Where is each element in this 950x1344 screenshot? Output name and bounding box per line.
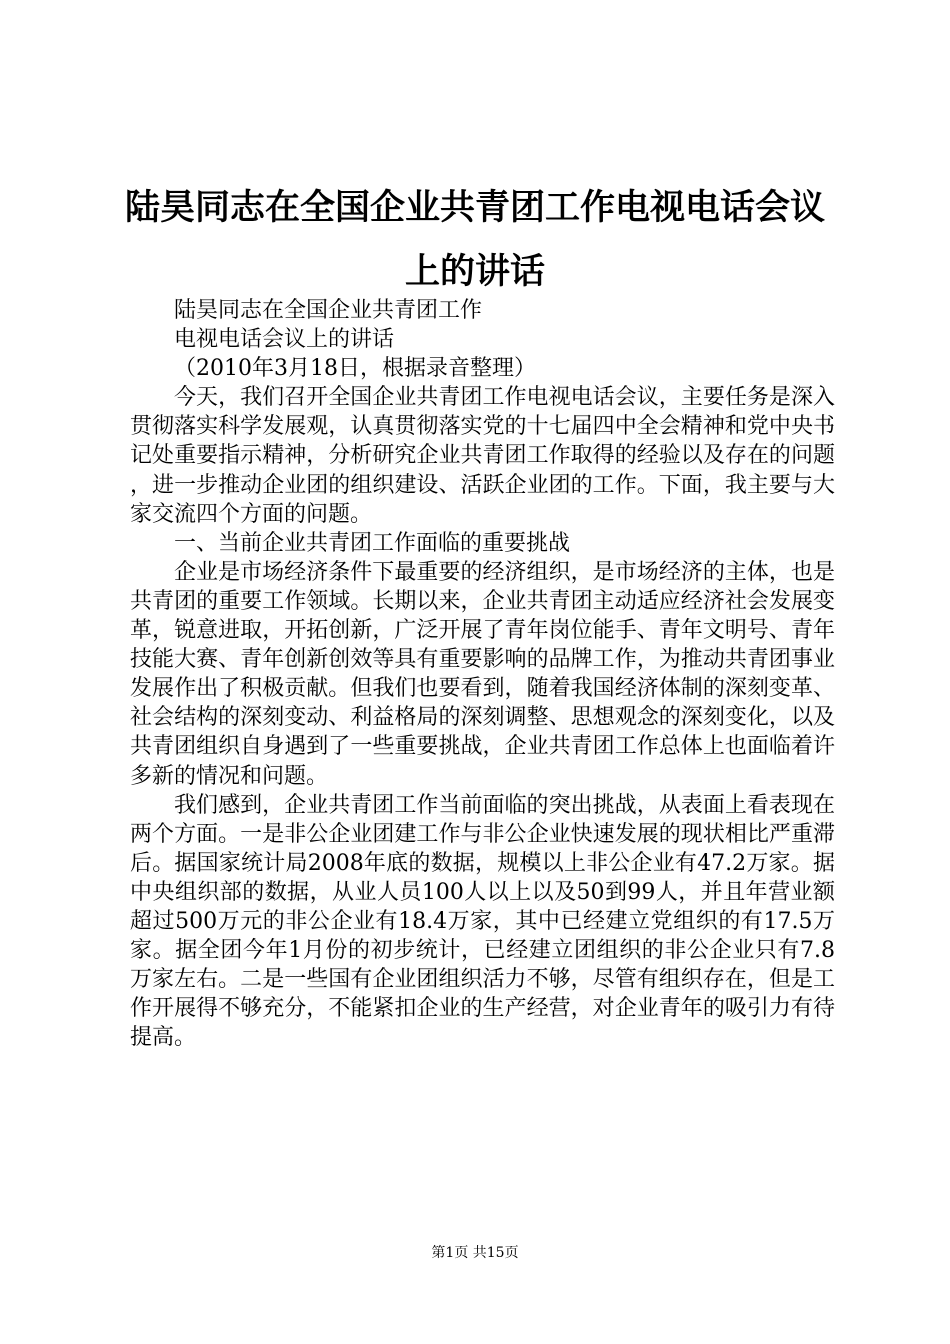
subtitle-line-1: 陆昊同志在全国企业共青团工作 <box>174 298 483 323</box>
document-title-line-2: 上的讲话 <box>404 252 545 292</box>
page-number-footer: 第1页 共15页 <box>431 1245 519 1261</box>
paragraph-challenges: 我们感到，企业共青团工作当前面临的突出挑战，从表面上看表现在两个方面。一是非公企业团建工作与非公企业快速发展的现状相比严重滞后。据国家统计局2008年底的数据，规模以上非公企业有47.2万家。据中央组织部的数据，从业人员100人以上以及50到99人，并且年营业额超过500万元的非公企业有18.4万家，其中已经建立党组织的有17.5万家。据全团今年1月份的初步统计，已经建立团组织的非公企业只有7.8万家左右。二是一些国有企业团组织活力不够，尽管有组织存在，但是工作开展得不够充分，不能紧扣企业的生产经营，对企业青年的吸引力有待提高。 <box>130 792 835 1051</box>
document-title-line-1: 陆昊同志在全国企业共青团工作电视电话会议 <box>124 188 825 228</box>
date-note: （2010年3月18日，根据录音整理） <box>174 356 536 382</box>
subtitle-line-2: 电视电话会议上的讲话 <box>174 327 395 353</box>
paragraph-intro: 今天，我们召开全国企业共青团工作电视电话会议，主要任务是深入贯彻落实科学发展观，认真贯彻落实党的十七届四中全会精神和党中央书记处重要指示精神，分析研究企业共青团工作取得的经验以及存在的问题，进一步推动企业团的组织建设、活跃企业团的工作。下面，我主要与大家交流四个方面的问题。 <box>130 385 835 527</box>
document-body <box>130 296 835 1052</box>
paragraph-context: 企业是市场经济条件下最重要的经济组织，是市场经济的主体，也是共青团的重要工作领域。长期以来，企业共青团主动适应经济社会发展变革，锐意进取，开拓创新，广泛开展了青年岗位能手、青年文明号、青年技能大赛、青年创新创效等具有重要影响的品牌工作，为推动共青团事业发展作出了积极贡献。但我们也要看到，随着我国经济体制的深刻变革、社会结构的深刻变动、利益格局的深刻调整、思想观念的深刻变化，以及共青团组织自身遇到了一些重要挑战，企业共青团工作总体上也面临着许多新的情况和问题。 <box>130 559 835 789</box>
section-heading-1: 一、当前企业共青团工作面临的重要挑战 <box>174 530 571 556</box>
